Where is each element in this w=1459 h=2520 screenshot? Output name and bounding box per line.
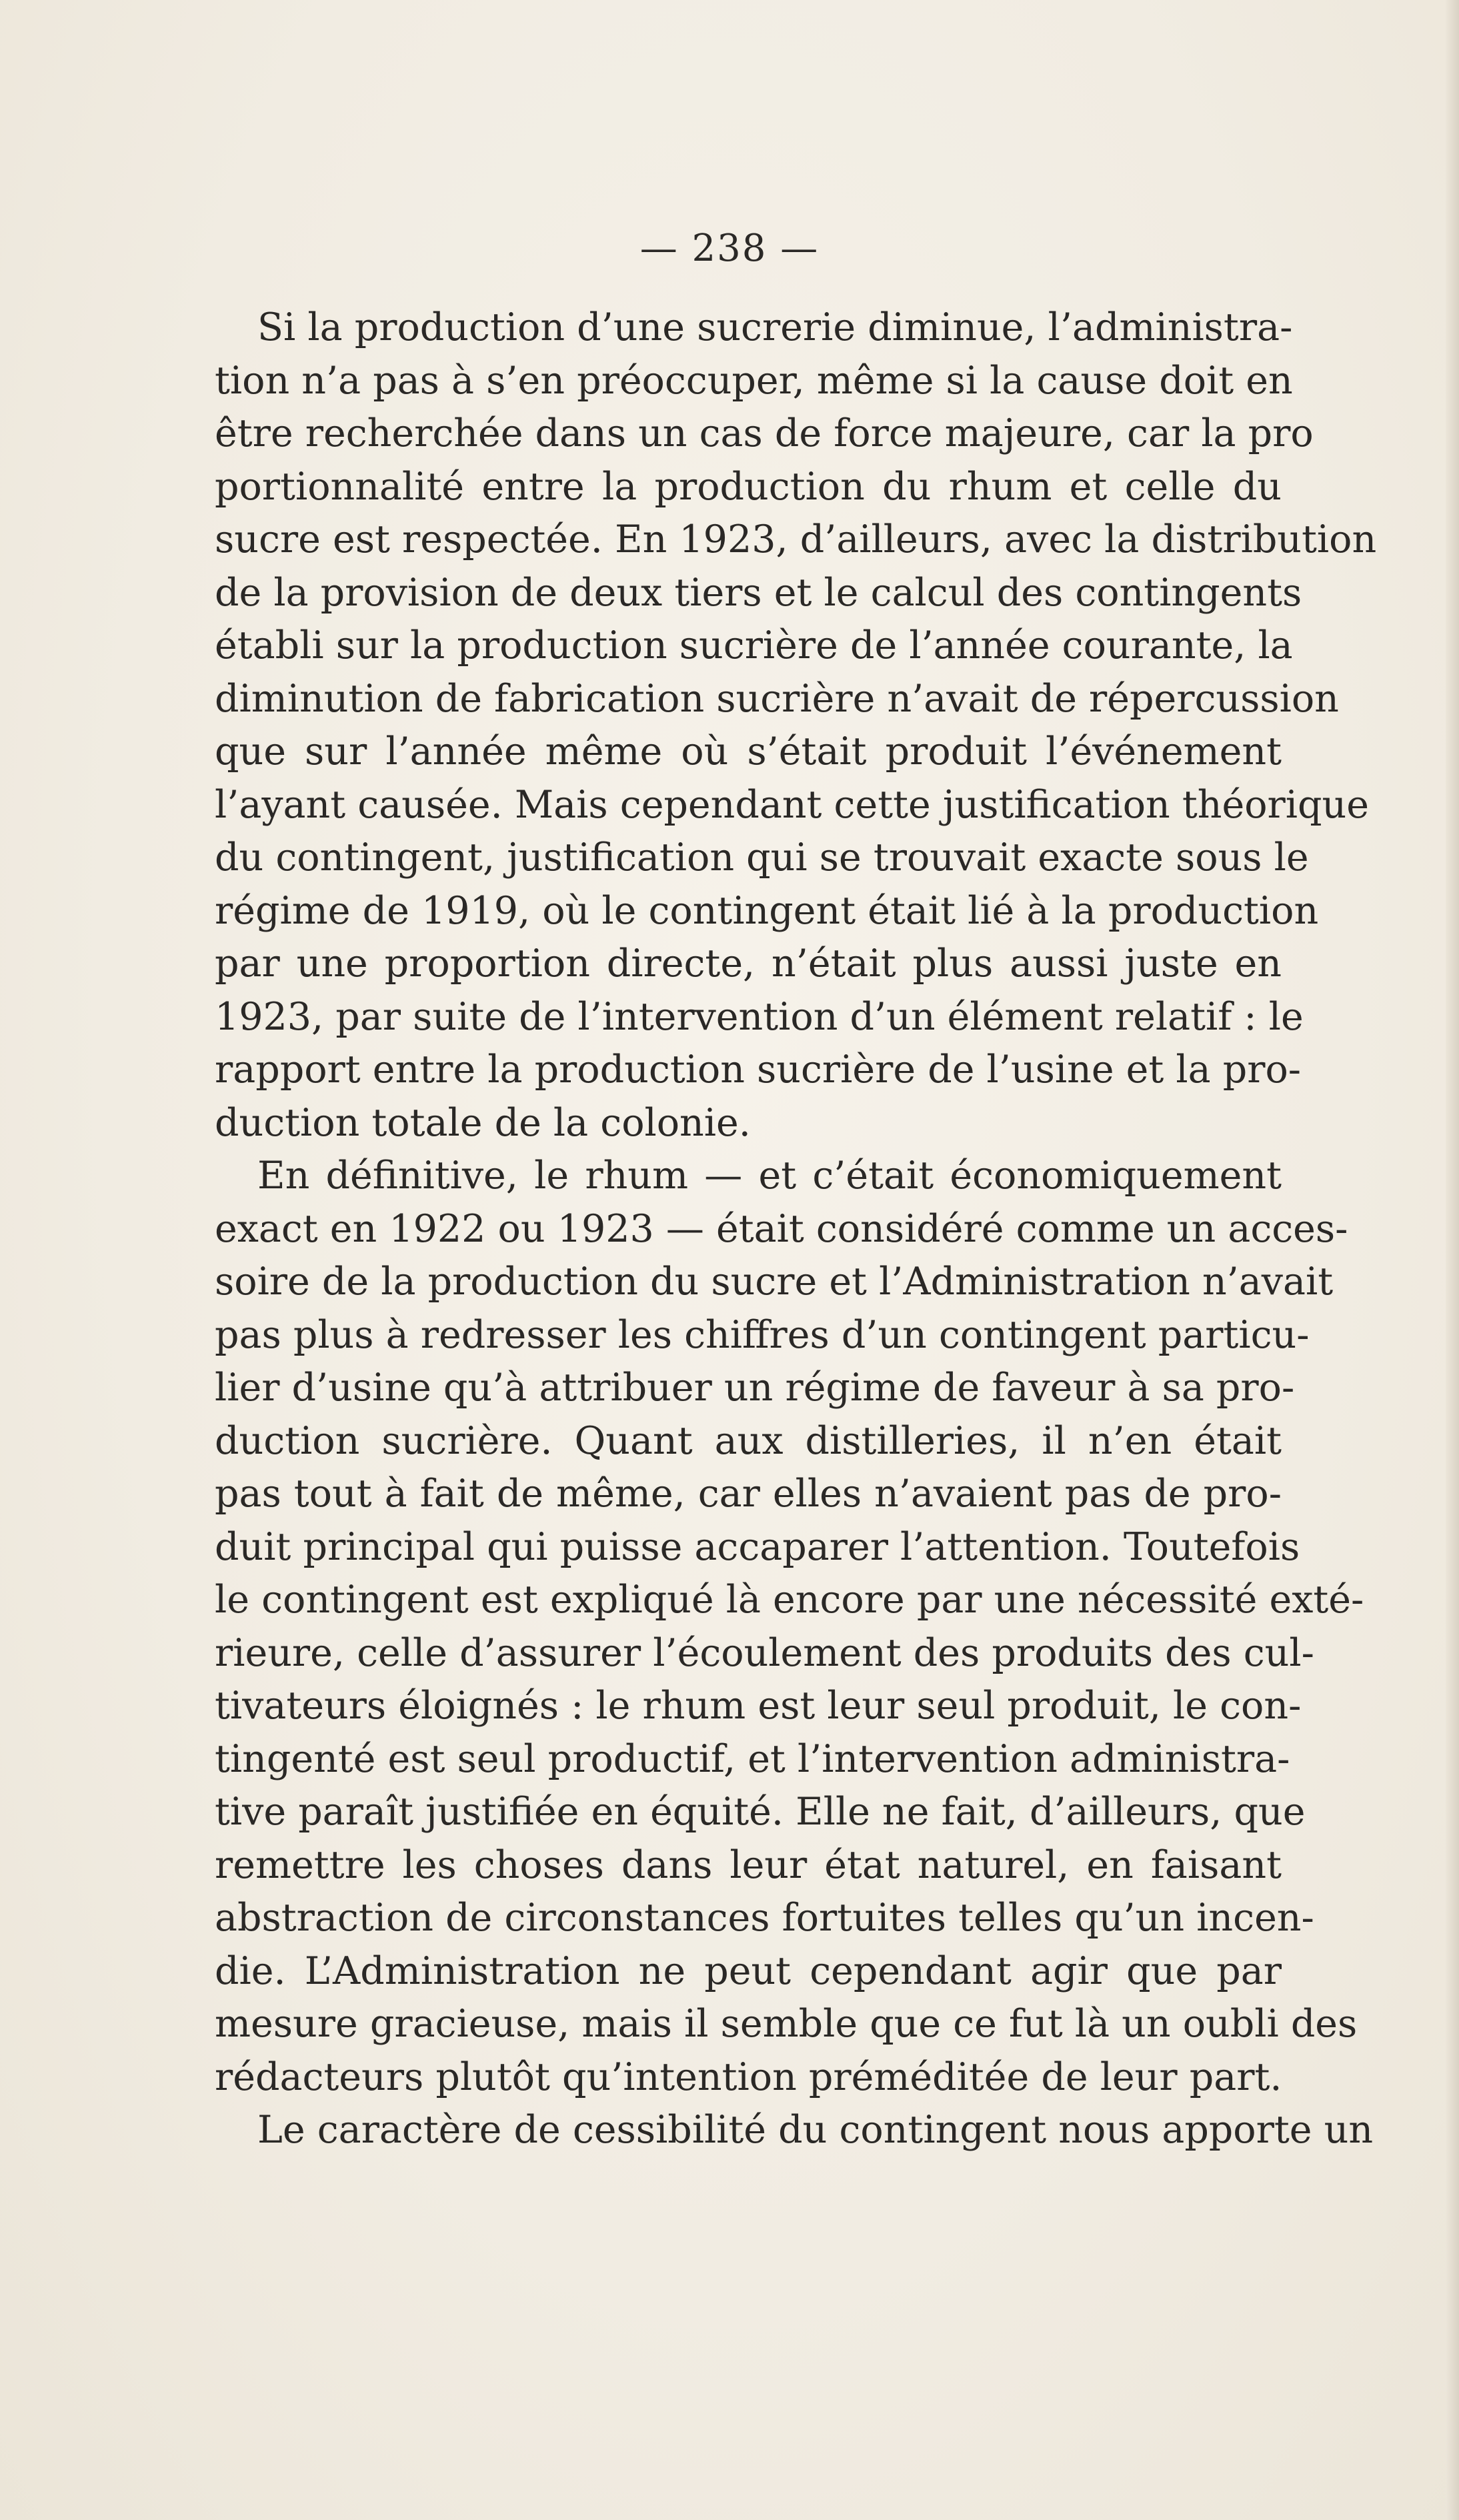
text-line: duit principal qui puisse accaparer l’attention. Toutefois xyxy=(215,1524,1300,1569)
text-line: 1923, par suite de l’intervention d’un élément relatif : le xyxy=(215,994,1304,1039)
body-text xyxy=(215,301,1377,2157)
text-line: par une proportion directe, n’était plus aussi juste en xyxy=(215,942,1282,986)
text-line: rédacteurs plutôt qu’intention préméditée de leur part. xyxy=(215,2055,1282,2099)
text-line: duction sucrière. Quant aux distilleries, il n’en était xyxy=(215,1418,1282,1463)
text-line: rapport entre la production sucrière de l’usine et la pro- xyxy=(215,1048,1302,1092)
text-line: portionnalité entre la production du rhum et celle du xyxy=(215,464,1282,509)
text-line: Si la production d’une sucrerie diminue, l’administra- xyxy=(257,305,1293,349)
text-line: du contingent, justification qui se trouvait exacte sous le xyxy=(215,836,1309,880)
text-line: diminution de fabrication sucrière n’avait de répercussion xyxy=(215,676,1339,721)
text-line: die. L’Administration ne peut cependant agir que par xyxy=(215,1949,1282,1993)
text-line: soire de la production du sucre et l’Administration n’avait xyxy=(215,1260,1334,1304)
text-line: de la provision de deux tiers et le calcul des contingents xyxy=(215,570,1302,615)
page-number: — 238 — xyxy=(639,227,820,270)
text-line: sucre est respectée. En 1923, d’ailleurs, avec la distribution xyxy=(215,517,1377,561)
text-line: le contingent est expliqué là encore par une nécessité exté- xyxy=(215,1578,1364,1622)
text-line: duction totale de la colonie. xyxy=(215,1100,751,1145)
text-line: En définitive, le rhum — et c’était économiquement xyxy=(257,1154,1282,1198)
text-line: pas plus à redresser les chiffres d’un contingent particu- xyxy=(215,1312,1310,1357)
page-edge xyxy=(1446,0,1459,2520)
text-line: exact en 1922 ou 1923 — était considéré comme un acces- xyxy=(215,1206,1348,1251)
text-line: que sur l’année même où s’était produit l’événement xyxy=(215,730,1282,774)
text-line: Le caractère de cessibilité du contingent nous apporte un xyxy=(257,2108,1374,2152)
text-line: tive paraît justifiée en équité. Elle ne fait, d’ailleurs, que xyxy=(215,1790,1306,1834)
text-line: remettre les choses dans leur état naturel, en faisant xyxy=(215,1842,1282,1887)
text-line: tivateurs éloignés : le rhum est leur seul produit, le con- xyxy=(215,1684,1302,1728)
text-line: pas tout à fait de même, car elles n’avaient pas de pro- xyxy=(215,1472,1282,1516)
text-line: mesure gracieuse, mais il semble que ce fut là un oubli des xyxy=(215,2002,1358,2046)
text-line: lier d’usine qu’à attribuer un régime de faveur à sa pro- xyxy=(215,1366,1295,1410)
text-line: régime de 1919, où le contingent était lié à la production xyxy=(215,888,1319,933)
text-line: rieure, celle d’assurer l’écoulement des produits des cul- xyxy=(215,1630,1314,1675)
text-line: être recherchée dans un cas de force majeure, car la pro xyxy=(215,411,1314,455)
text-line: abstraction de circonstances fortuites telles qu’un incen- xyxy=(215,1896,1314,1940)
text-line: tingenté est seul productif, et l’intervention administra- xyxy=(215,1736,1290,1781)
text-line: l’ayant causée. Mais cependant cette justification théorique xyxy=(215,782,1369,827)
text-line: tion n’a pas à s’en préoccuper, même si la cause doit en xyxy=(215,358,1293,403)
text-line: établi sur la production sucrière de l’année courante, la xyxy=(215,623,1293,668)
